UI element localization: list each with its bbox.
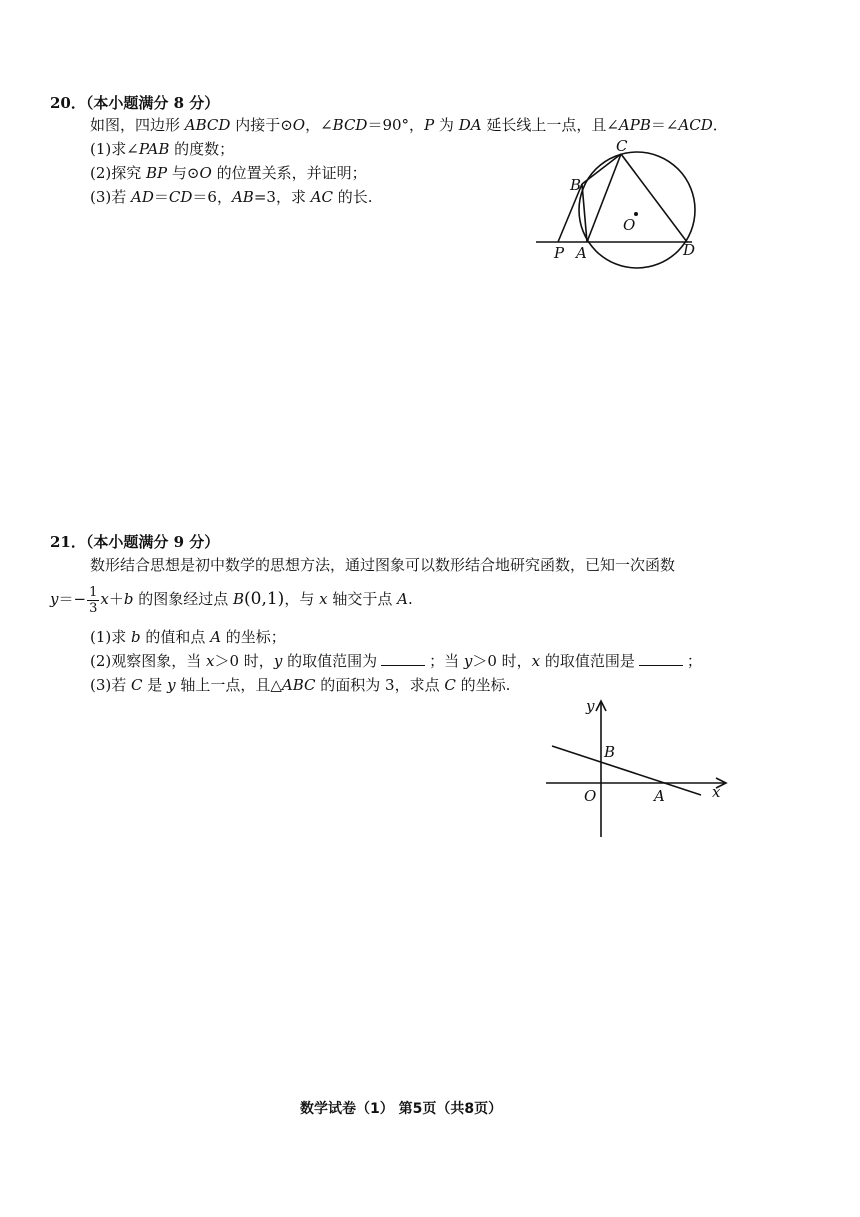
label-y: y [586,697,595,715]
q21-intro1: 数形结合思想是初中数学的思想方法，通过图象可以数形结合地研究函数，已知一次函数 [90,556,676,574]
q20-part2: (2)探究 BP 与⊙O 的位置关系，并证明； [90,164,367,182]
label-p: P [554,244,565,262]
label-d: D [683,241,696,259]
q21-figure [540,695,740,845]
q20-score: （本小题满分 8 分） [85,94,220,112]
page-footer: 数学试卷（1） 第5页（共8页） [300,1101,503,1117]
answer-blank-1[interactable] [381,651,425,666]
fraction-one-third: $\frac{1}{3}$ [89,584,98,616]
q20-number: 20．（本小题满分 8 分） [50,94,220,112]
q21-intro2: y＝− $\frac{1}{3}$ x＋b 的图象经过点 B(0,1)，与 x 轴交于点 A. [50,584,413,616]
label-o: O [623,216,636,234]
q20-part1: (1)求∠PAB 的度数； [90,140,235,158]
q20-intro: 如图，四边形 ABCD 内接于⊙O，∠BCD＝90°，P 为 DA 延长线上一点，且∠APB＝∠ACD． [90,116,728,134]
q20-figure [520,138,720,278]
label-b: B [570,176,582,194]
label-a: A [576,244,587,262]
q21-part1: (1)求 b 的值和点 A 的坐标； [90,628,286,646]
label-c: C [616,138,628,155]
label-x: x [712,783,721,801]
q20-part3: (3)若 AD＝CD＝6，AB=3，求 AC 的长. [90,188,373,206]
label-a-point: A [654,787,665,805]
q21-part2: (2)观察图象，当 x＞0 时，y 的取值范围为 ；当 y＞0 时，x 的取值范围是 ； [90,652,702,670]
label-b-point: B [604,743,616,761]
function-line [552,746,701,795]
q21-score: （本小题满分 9 分） [85,533,220,551]
answer-blank-2[interactable] [639,651,683,666]
q21-number: 21．（本小题满分 9 分） [50,533,220,551]
circle-o [579,152,695,268]
q21-part3: (3)若 C 是 y 轴上一点，且△ABC 的面积为 3，求点 C 的坐标. [90,676,511,694]
label-origin: O [584,787,597,805]
